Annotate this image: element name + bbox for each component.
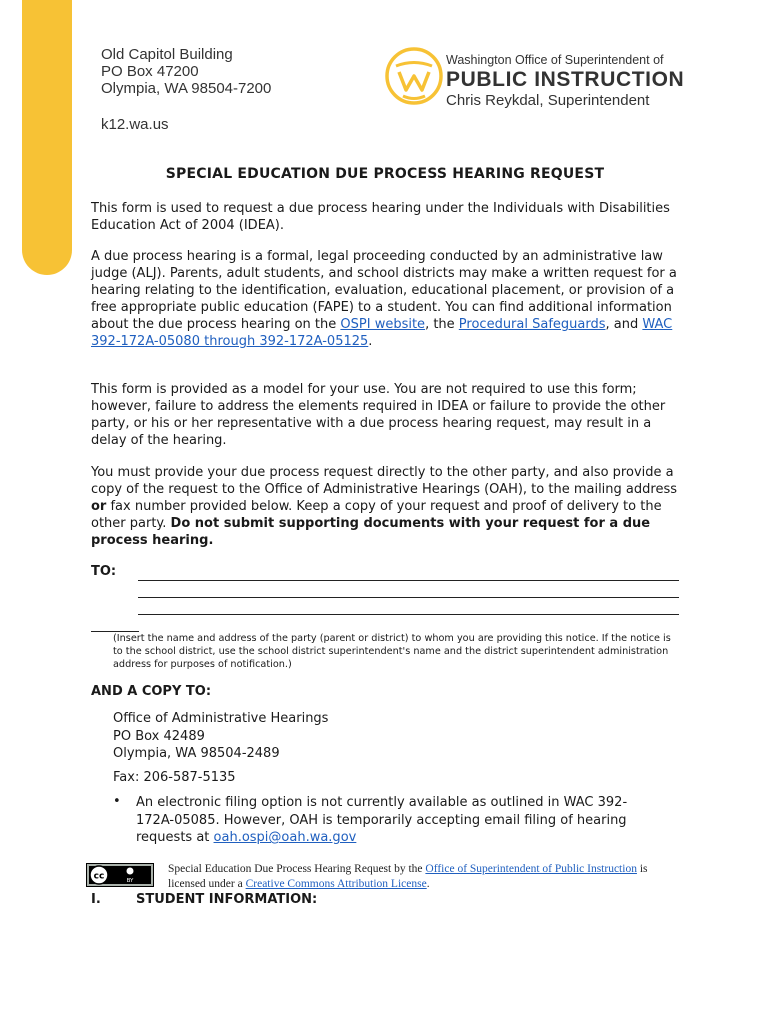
oah-fax: Fax: 206-587-5135 [113,770,236,785]
para4-bold-warning: Do not submit supporting documents with your request for a due process hearing. [91,516,651,548]
org-name-block [446,52,684,110]
cc-license-icon [86,863,154,887]
page-title: SPECIAL EDUCATION DUE PROCESS HEARING REQUEST [165,166,605,182]
intro-paragraph: This form is used to request a due process hearing under the Individuals with Disabilities Education Act of 2004 (IDEA). [91,201,670,233]
efiling-text: An electronic filing option is not currently available as outlined in WAC 392-172A-05085. However, OAH is temporarily accepting email filing of hearing requests at [136,795,628,845]
oah-city: Olympia, WA 98504-2489 [113,746,280,761]
address-line-3: Olympia, WA 98504-7200 [101,80,272,97]
oah-box: PO Box 42489 [113,728,205,744]
para2-sep-1: , the [425,317,459,332]
org-line-3: Chris Reykdal, Superintendent [446,92,650,109]
mailing-address [101,46,271,97]
section-number: I. [91,892,101,907]
footnote-text: (Insert the name and address of the party (parent or district) to whom you are providing this notice. If the notice is to the school district, use the school district superintendent's name and the district superintendent administration address for purposes of notification.) [113,633,671,670]
to-line-2[interactable] [138,597,679,598]
oah-address [113,710,328,763]
para4-text-a: You must provide your due process request directly to the other party, and also provide a copy of the request to the Office of Administrative Hearings (OAH), to the mailing address [91,465,677,497]
para4-text-b: fax number provided below. Keep a copy of your request and proof of delivery to the other party. [91,499,662,531]
org-line-2: PUBLIC INSTRUCTION [446,68,685,91]
side-accent-bar [22,0,72,275]
para2-end: . [368,334,373,349]
para2-text: A due process hearing is a formal, legal proceeding conducted by an administrative law judge (ALJ). Parents, adult students, and school districts may make a written request for a hearing relating to the identification, evaluation, educational placement, or provision of a free appropriate public education (FAPE) to a student. You can find additional information about the due process hearing on the [91,249,677,332]
to-line-1[interactable] [138,580,679,581]
address-line-1: Old Capitol Building [101,46,233,63]
ospi-license-link[interactable]: Office of Superintendent of Public Instruction [425,863,637,875]
efiling-note [136,794,646,847]
para4-or: or [91,499,107,514]
license-pre: Special Education Due Process Hearing Request by the [168,863,426,875]
ospi-website-link[interactable]: OSPI website [340,317,426,332]
to-label: TO: [91,564,117,579]
cc-badge-text: cc [93,871,105,882]
cc-license-link[interactable]: Creative Commons Attribution License [245,878,427,890]
section-title: STUDENT INFORMATION: [136,892,318,907]
cc-badge-by: BY [126,878,134,884]
copy-to-label: AND A COPY TO: [91,684,212,699]
org-line-1: Washington Office of Superintendent of [446,53,664,67]
website-text: k12.wa.us [101,116,169,133]
hearing-description-paragraph [91,248,681,350]
license-text [168,862,648,892]
procedural-safeguards-link[interactable]: Procedural Safeguards [458,317,606,332]
license-end: . [426,878,430,890]
address-line-2: PO Box 47200 [101,63,199,80]
model-form-paragraph: This form is provided as a model for your use. You are not required to use this form; however, failure to address the elements required in IDEA or failure to provide the other party, or his or her representative with a due process hearing request, may result in a delay of the hearing. [91,382,666,448]
oah-email-link[interactable]: oah.ospi@oah.wa.gov [213,830,357,845]
bullet-symbol: • [113,794,121,809]
to-line-3[interactable] [138,614,679,615]
license-mid: is licensed under a [168,863,648,890]
oah-name: Office of Administrative Hearings [113,711,329,726]
wac-link[interactable]: WAC 392-172A-05080 through 392-172A-05125 [91,317,673,349]
delivery-paragraph [91,464,681,549]
para2-sep-2: , and [605,317,643,332]
sun-logo-icon [384,46,444,106]
